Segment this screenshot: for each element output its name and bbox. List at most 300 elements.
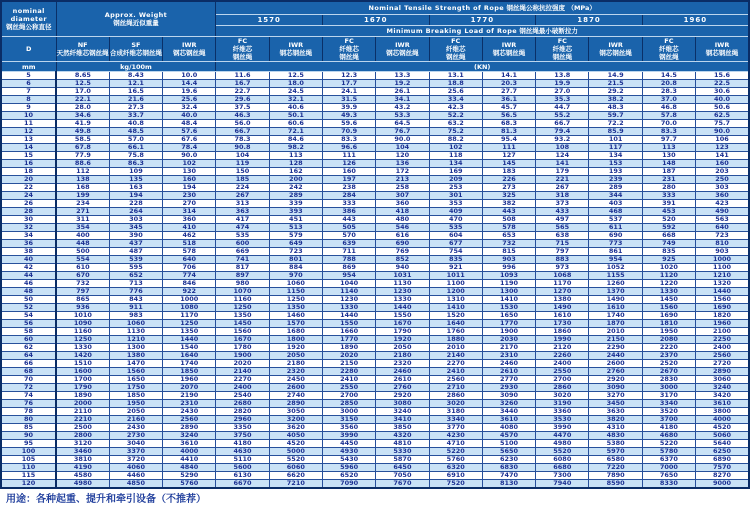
- cell-value: 1920: [376, 336, 429, 344]
- cell-value: 4410: [163, 456, 216, 464]
- header-nominal-diameter: [1, 1, 56, 37]
- cell-value: 2430: [163, 408, 216, 416]
- cell-value: 2440: [589, 352, 642, 360]
- cell-value: 1100: [429, 280, 482, 288]
- cell-diameter: 7: [1, 88, 56, 96]
- cell-value: 40.0: [163, 112, 216, 120]
- cell-value: 4850: [109, 480, 162, 489]
- cell-value: 5220: [642, 440, 695, 448]
- cell-value: 1230: [322, 296, 375, 304]
- cell-value: 3440: [482, 408, 535, 416]
- cell-value: 221: [536, 176, 589, 184]
- cell-diameter: 78: [1, 408, 56, 416]
- cell-value: 604: [429, 232, 482, 240]
- cell-value: 106: [696, 136, 749, 144]
- cell-value: 75.7: [696, 120, 749, 128]
- cell-value: 108: [536, 144, 589, 152]
- cell-value: 2100: [696, 328, 749, 336]
- cell-diameter: 34: [1, 232, 56, 240]
- cell-diameter: 11: [1, 120, 56, 128]
- cell-value: 2610: [482, 368, 535, 376]
- iwr-abbr: IWR: [501, 41, 517, 50]
- cell-value: 12.5: [269, 72, 322, 80]
- cell-value: 141: [536, 160, 589, 168]
- cell-value: 20.3: [482, 80, 535, 88]
- iwr-zh: 钢芯钢丝绳: [705, 49, 739, 58]
- cell-value: 4520: [696, 424, 749, 432]
- table-row: [1, 168, 749, 176]
- cell-value: 3020: [536, 392, 589, 400]
- fc-abbr: FC: [557, 37, 567, 45]
- cell-value: 1550: [376, 312, 429, 320]
- cell-value: 669: [216, 248, 269, 256]
- table-row: [1, 136, 749, 144]
- cell-value: 30.6: [696, 88, 749, 96]
- cell-value: 715: [536, 240, 589, 248]
- cell-value: 8590: [589, 480, 642, 489]
- cell-value: 12.1: [109, 80, 162, 88]
- table-row: [1, 144, 749, 152]
- cell-value: 1820: [696, 312, 749, 320]
- cell-value: 2860: [429, 392, 482, 400]
- cell-value: 1093: [482, 272, 535, 280]
- cell-value: 119: [216, 160, 269, 168]
- cell-value: 2150: [589, 336, 642, 344]
- cell-value: 921: [429, 264, 482, 272]
- cell-value: 2680: [216, 400, 269, 408]
- cell-value: 3800: [696, 408, 749, 416]
- cell-value: 815: [482, 248, 535, 256]
- cell-value: 38.2: [589, 96, 642, 104]
- table-row: [1, 392, 749, 400]
- cell-value: 732: [482, 240, 535, 248]
- cell-value: 1170: [536, 280, 589, 288]
- cell-value: 500: [56, 248, 109, 256]
- cell-value: 160: [322, 168, 375, 176]
- cell-value: 817: [216, 264, 269, 272]
- cell-value: 40.0: [696, 96, 749, 104]
- cell-value: 6370: [642, 456, 695, 464]
- table-row: [1, 328, 749, 336]
- cell-value: 6620: [269, 472, 322, 480]
- cell-value: 120: [376, 152, 429, 160]
- cell-diameter: 90: [1, 432, 56, 440]
- table-row: [1, 232, 749, 240]
- cell-value: 1100: [696, 264, 749, 272]
- cell-value: 2290: [589, 344, 642, 352]
- cell-value: 5430: [322, 456, 375, 464]
- cell-value: 925: [642, 256, 695, 264]
- cell-value: 1090: [56, 320, 109, 328]
- cell-value: 535: [216, 232, 269, 240]
- cell-value: 64.5: [376, 120, 429, 128]
- cell-value: 179: [536, 168, 589, 176]
- cell-value: 2700: [536, 376, 589, 384]
- cell-value: 4180: [642, 424, 695, 432]
- cell-value: 773: [589, 240, 642, 248]
- cell-value: 200: [269, 176, 322, 184]
- cell-diameter: 26: [1, 200, 56, 208]
- cell-value: 1460: [269, 312, 322, 320]
- cell-value: 1060: [269, 280, 322, 288]
- cell-value: 83.3: [642, 128, 695, 136]
- cell-value: 973: [536, 264, 589, 272]
- cell-value: 3610: [696, 400, 749, 408]
- cell-value: 393: [269, 208, 322, 216]
- cell-value: 6320: [429, 464, 482, 472]
- cell-diameter: 40: [1, 256, 56, 264]
- cell-value: 639: [322, 240, 375, 248]
- cell-diameter: 16: [1, 160, 56, 168]
- cell-value: 2670: [642, 368, 695, 376]
- cell-diameter: 6: [1, 80, 56, 88]
- cell-value: 3340: [642, 400, 695, 408]
- cell-value: 539: [109, 256, 162, 264]
- cell-value: 4180: [216, 440, 269, 448]
- cell-value: 136: [376, 160, 429, 168]
- cell-value: 3180: [429, 408, 482, 416]
- cell-value: 20.8: [642, 80, 695, 88]
- cell-diameter: 44: [1, 272, 56, 280]
- cell-value: 1440: [376, 304, 429, 312]
- cell-value: 2320: [269, 368, 322, 376]
- cell-diameter: 58: [1, 328, 56, 336]
- cell-value: 1470: [109, 360, 162, 368]
- nf-zh: 天然纤维芯钢丝绳: [56, 49, 109, 58]
- cell-value: 1880: [429, 336, 482, 344]
- cell-value: 1011: [429, 272, 482, 280]
- cell-value: 2890: [269, 400, 322, 408]
- cell-value: 289: [589, 184, 642, 192]
- cell-value: 95.4: [482, 136, 535, 144]
- cell-value: 5100: [482, 440, 535, 448]
- cell-value: 1310: [429, 296, 482, 304]
- cell-value: 19.2: [376, 80, 429, 88]
- cell-value: 360: [696, 192, 749, 200]
- cell-value: 5060: [696, 432, 749, 440]
- cell-value: 797: [536, 248, 589, 256]
- cell-value: 1610: [536, 312, 589, 320]
- cell-value: 2180: [376, 352, 429, 360]
- cell-value: 954: [589, 256, 642, 264]
- cell-value: 9000: [696, 480, 749, 489]
- cell-value: 40.8: [109, 120, 162, 128]
- cell-value: 63.2: [429, 120, 482, 128]
- header-sf: [109, 37, 162, 62]
- cell-value: 4060: [109, 464, 162, 472]
- cell-value: 113: [269, 152, 322, 160]
- cell-value: 1160: [56, 328, 109, 336]
- cell-value: 1680: [269, 328, 322, 336]
- cell-value: 267: [216, 192, 269, 200]
- header-fc-1670: [322, 37, 375, 62]
- table-row: [1, 336, 749, 344]
- cell-value: 13.1: [429, 72, 482, 80]
- cell-value: 7650: [642, 472, 695, 480]
- cell-value: 19.9: [536, 80, 589, 88]
- cell-value: 3050: [269, 408, 322, 416]
- cell-value: 238: [322, 184, 375, 192]
- cell-value: 640: [163, 256, 216, 264]
- cell-value: 2410: [429, 368, 482, 376]
- cell-value: 3200: [269, 416, 322, 424]
- cell-value: 353: [429, 200, 482, 208]
- cell-value: 2800: [56, 432, 109, 440]
- cell-diameter: 74: [1, 392, 56, 400]
- cell-value: 2010: [589, 328, 642, 336]
- cell-value: 5760: [429, 456, 482, 464]
- cell-value: 897: [216, 272, 269, 280]
- cell-value: 546: [376, 224, 429, 232]
- iwr-zh: 钢芯钢丝绳: [279, 49, 313, 58]
- cell-value: 7670: [376, 480, 429, 489]
- cell-value: 936: [56, 304, 109, 312]
- cell-value: 723: [696, 232, 749, 240]
- cell-value: 46.8: [642, 104, 695, 112]
- iwr-abbr: IWR: [181, 41, 197, 50]
- cell-value: 537: [589, 216, 642, 224]
- cell-value: 911: [109, 304, 162, 312]
- cell-value: 1670: [376, 320, 429, 328]
- cell-value: 2020: [322, 352, 375, 360]
- cell-diameter: 95: [1, 440, 56, 448]
- cell-value: 652: [109, 272, 162, 280]
- cell-value: 24.5: [269, 88, 322, 96]
- cell-value: 68.3: [482, 120, 535, 128]
- cell-value: 1660: [322, 328, 375, 336]
- cell-value: 17.0: [56, 88, 109, 96]
- cell-value: 1080: [163, 304, 216, 312]
- cell-value: 2890: [696, 368, 749, 376]
- cell-value: 2020: [216, 360, 269, 368]
- cell-value: 5520: [536, 448, 589, 456]
- cell-value: 56.5: [482, 112, 535, 120]
- cell-value: 443: [482, 208, 535, 216]
- cell-value: 3240: [163, 432, 216, 440]
- cell-value: 1950: [109, 400, 162, 408]
- cell-value: 3450: [589, 400, 642, 408]
- cell-value: 4000: [163, 448, 216, 456]
- cell-value: 1810: [642, 320, 695, 328]
- cell-value: 4980: [536, 440, 589, 448]
- cell-value: 79.4: [536, 128, 589, 136]
- cell-value: 1350: [216, 312, 269, 320]
- cell-value: 3020: [429, 400, 482, 408]
- cell-value: 127: [482, 152, 535, 160]
- unit-kn: (KN): [216, 62, 749, 72]
- fc-abbr: FC: [237, 37, 248, 45]
- cell-value: 668: [642, 232, 695, 240]
- table-row: [1, 464, 749, 472]
- cell-diameter: 120: [1, 480, 56, 489]
- cell-value: 27.7: [482, 88, 535, 96]
- cell-value: 2110: [56, 408, 109, 416]
- cell-value: 1200: [429, 288, 482, 296]
- cell-value: 2560: [696, 352, 749, 360]
- cell-value: 2500: [56, 424, 109, 432]
- fc-abbr: FC: [451, 37, 461, 45]
- cell-value: 53.3: [376, 112, 429, 120]
- cell-value: 2600: [269, 384, 322, 392]
- cell-value: 90.0: [696, 128, 749, 136]
- cell-value: 2050: [109, 408, 162, 416]
- table-row: [1, 416, 749, 424]
- nominal-diameter-zh: 钢丝绳公称直径: [6, 23, 52, 32]
- cell-value: 16.7: [216, 80, 269, 88]
- cell-value: 16.5: [109, 88, 162, 96]
- header-fc-1570: [216, 37, 269, 62]
- cell-diameter: 14: [1, 144, 56, 152]
- cell-value: 1350: [163, 328, 216, 336]
- cell-value: 209: [429, 176, 482, 184]
- header-d-symbol: D: [1, 37, 56, 62]
- table-row: [1, 288, 749, 296]
- fc-zh2: 钢丝绳: [552, 53, 573, 62]
- cell-value: 193: [589, 168, 642, 176]
- cell-value: 1650: [482, 312, 535, 320]
- cell-value: 5640: [696, 440, 749, 448]
- cell-value: 1570: [269, 320, 322, 328]
- cell-value: 273: [482, 184, 535, 192]
- cell-value: 35.3: [536, 96, 589, 104]
- cell-value: 2210: [56, 416, 109, 424]
- cell-value: 4710: [429, 440, 482, 448]
- cell-value: 90.0: [376, 136, 429, 144]
- cell-value: 749: [642, 240, 695, 248]
- cell-value: 354: [56, 224, 109, 232]
- cell-value: 6830: [482, 464, 535, 472]
- cell-value: 15.6: [696, 72, 749, 80]
- cell-value: 25.6: [163, 96, 216, 104]
- cell-value: 3000: [642, 384, 695, 392]
- header-fc-1870: [536, 37, 589, 62]
- table-row: [1, 192, 749, 200]
- cell-value: 50.1: [269, 112, 322, 120]
- cell-value: 102: [429, 144, 482, 152]
- cell-value: 5380: [589, 440, 642, 448]
- cell-value: 1490: [536, 304, 589, 312]
- cell-diameter: 52: [1, 304, 56, 312]
- cell-value: 1440: [163, 336, 216, 344]
- cell-value: 3040: [109, 440, 162, 448]
- cell-value: 29.2: [589, 88, 642, 96]
- cell-value: 7090: [322, 480, 375, 489]
- cell-value: 22.1: [56, 96, 109, 104]
- cell-value: 3360: [536, 408, 589, 416]
- cell-diameter: 24: [1, 192, 56, 200]
- cell-value: 1350: [269, 304, 322, 312]
- cell-value: 453: [642, 208, 695, 216]
- cell-value: 102: [163, 160, 216, 168]
- cell-value: 883: [536, 256, 589, 264]
- cell-value: 776: [109, 288, 162, 296]
- cell-value: 433: [536, 208, 589, 216]
- cell-value: 325: [482, 192, 535, 200]
- cell-value: 835: [429, 256, 482, 264]
- cell-value: 86.3: [109, 160, 162, 168]
- cell-value: 44.7: [536, 104, 589, 112]
- table-row: [1, 96, 749, 104]
- cell-value: 118: [429, 152, 482, 160]
- cell-diameter: 12: [1, 128, 56, 136]
- cell-value: 513: [269, 224, 322, 232]
- cell-value: 418: [376, 208, 429, 216]
- table-header: [1, 1, 749, 72]
- cell-diameter: 9: [1, 104, 56, 112]
- cell-value: 497: [536, 216, 589, 224]
- units-row: [1, 62, 749, 72]
- cell-value: 169: [429, 168, 482, 176]
- cell-value: 4460: [109, 472, 162, 480]
- cell-value: 2080: [642, 336, 695, 344]
- table-row: [1, 440, 749, 448]
- cell-value: 1540: [163, 344, 216, 352]
- cell-value: 1790: [376, 328, 429, 336]
- cell-value: 1155: [589, 272, 642, 280]
- cell-value: 2920: [376, 392, 429, 400]
- cell-value: 1640: [163, 352, 216, 360]
- cell-value: 7890: [589, 472, 642, 480]
- cell-value: 2400: [696, 344, 749, 352]
- cell-value: 4930: [322, 448, 375, 456]
- cell-value: 4230: [429, 432, 482, 440]
- cell-value: 66.1: [109, 144, 162, 152]
- cell-value: 1330: [322, 304, 375, 312]
- cell-value: 1270: [536, 288, 589, 296]
- cell-value: 1530: [482, 304, 535, 312]
- cell-value: 4000: [696, 416, 749, 424]
- cell-value: 8.65: [56, 72, 109, 80]
- cell-diameter: 56: [1, 320, 56, 328]
- cell-value: 1790: [56, 384, 109, 392]
- strength-grade-1870: 1870: [536, 15, 643, 26]
- table-row: [1, 224, 749, 232]
- table-row: [1, 344, 749, 352]
- cell-value: 690: [589, 232, 642, 240]
- cell-value: 41.9: [56, 120, 109, 128]
- cell-value: 3750: [216, 432, 269, 440]
- cell-value: 1490: [589, 296, 642, 304]
- cell-value: 26.1: [376, 88, 429, 96]
- table-row: [1, 368, 749, 376]
- cell-value: 2250: [696, 336, 749, 344]
- cell-value: 76.7: [376, 128, 429, 136]
- cell-value: 270: [163, 200, 216, 208]
- cell-value: 1020: [642, 264, 695, 272]
- cell-value: 1900: [216, 352, 269, 360]
- cell-value: 1040: [322, 280, 375, 288]
- approx-weight-zh: 钢丝绳近似重量: [113, 19, 159, 27]
- cell-value: 1330: [642, 288, 695, 296]
- cell-value: 5870: [376, 456, 429, 464]
- cell-value: 3270: [589, 392, 642, 400]
- cell-diameter: 38: [1, 248, 56, 256]
- cell-value: 1330: [56, 344, 109, 352]
- cell-value: 48.5: [109, 128, 162, 136]
- strength-grade-1670: 1670: [322, 15, 429, 26]
- header-fc-1770: [429, 37, 482, 62]
- cell-value: 2890: [163, 424, 216, 432]
- cell-value: 52.2: [429, 112, 482, 120]
- cell-value: 1900: [482, 328, 535, 336]
- cell-value: 3000: [322, 408, 375, 416]
- cell-value: 1130: [376, 280, 429, 288]
- table-row: [1, 472, 749, 480]
- cell-value: 922: [163, 288, 216, 296]
- cell-value: 903: [482, 256, 535, 264]
- cell-value: 5000: [269, 448, 322, 456]
- cell-value: 3560: [322, 424, 375, 432]
